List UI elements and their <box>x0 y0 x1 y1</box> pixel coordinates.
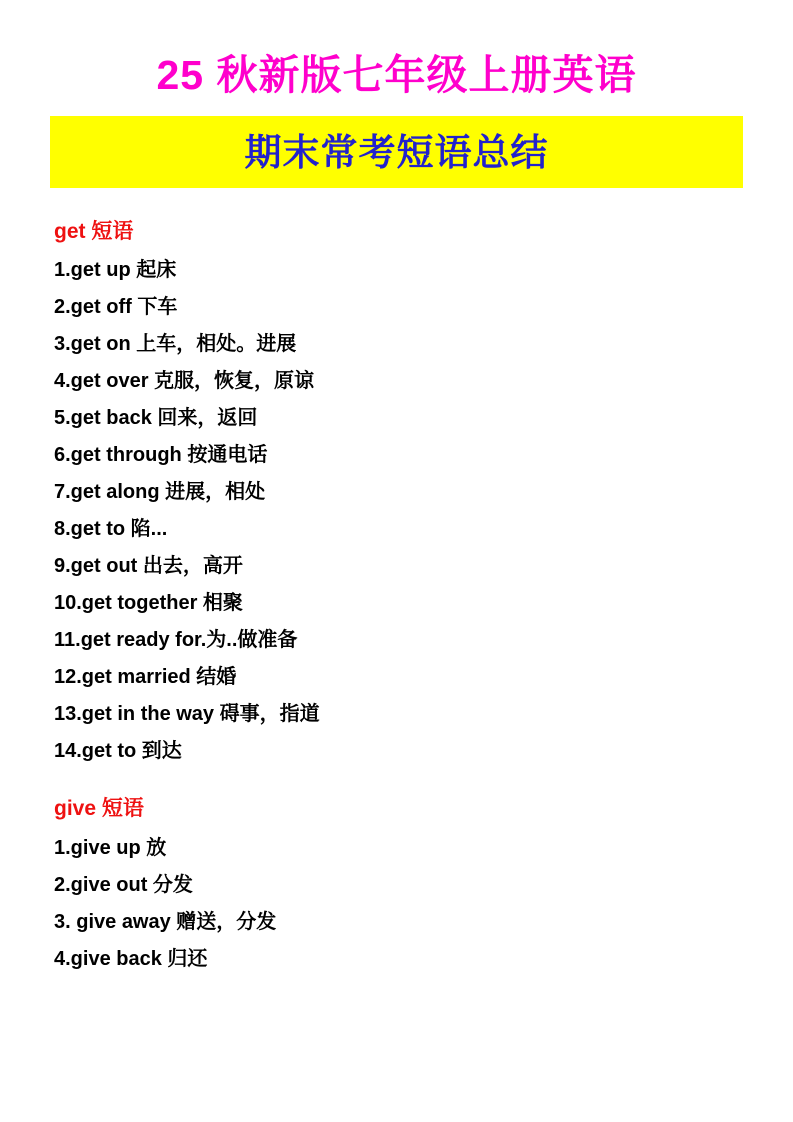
list-item: 3.get on 上车，相处。进展 <box>54 333 297 356</box>
list-item: 4.get over 克服，恢复，原谅 <box>54 370 315 393</box>
list-item: 5.get back 回来，返回 <box>54 407 258 430</box>
section-heading: give 短语 <box>54 797 144 821</box>
section-give <box>50 795 743 974</box>
list-item: 13.get in the way 碍事，指道 <box>54 703 320 726</box>
title-highlight-band <box>50 116 743 188</box>
list-item: 10.get together 相聚 <box>54 592 243 615</box>
list-item: 4.give back 归还 <box>54 947 208 970</box>
list-item: 1.give up 放 <box>54 836 167 859</box>
list-item: 8.get to 陷... <box>54 518 168 541</box>
section-heading: get 短语 <box>54 220 134 244</box>
list-item: 9.get out 出去，高开 <box>54 555 243 578</box>
list-item: 6.get through 按通电话 <box>54 444 268 467</box>
page-subtitle: 期末常考短语总结 <box>244 131 549 173</box>
list-item: 2.give out 分发 <box>54 873 193 896</box>
list-item: 12.get married 结婚 <box>54 666 237 689</box>
list-item: 3. give away 赠送，分发 <box>54 910 277 933</box>
list-item: 7.get along 进展，相处 <box>54 481 266 504</box>
list-item: 14.get to 到达 <box>54 740 182 763</box>
list-item: 11.get ready for.为..做准备 <box>54 629 298 652</box>
section-get <box>50 218 743 767</box>
page-title: 25 秋新版七年级上册英语 <box>156 52 637 98</box>
content-body <box>50 218 743 975</box>
list-item: 1.get up 起床 <box>54 259 177 282</box>
list-item: 2.get off 下车 <box>54 296 178 319</box>
